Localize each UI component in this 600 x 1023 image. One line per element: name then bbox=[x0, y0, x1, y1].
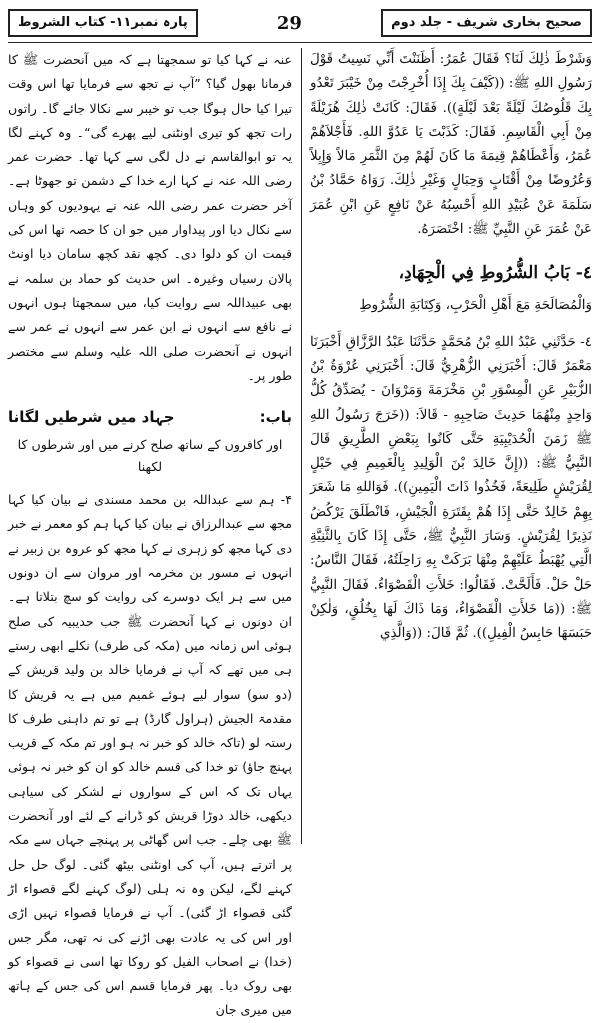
urdu-chapter-heading-row bbox=[8, 402, 292, 432]
arabic-chapter-heading: ٤- بَابُ الشُّرُوطِ فِي الْجِهَادِ، bbox=[398, 263, 592, 284]
urdu-chapter-heading: جہاد میں شرطیں لگانا bbox=[8, 408, 175, 427]
header-divider bbox=[8, 42, 592, 43]
arabic-paragraph-1: وَشَرْطَ ذٰلِكَ لَنَا؟ فَقَالَ عُمَرُ: أَظَنَنْتَ أَنِّي نَسِيتُ قَوْلَ رَسُولِ اللهِ ﷺ: ((كَيْفَ بِكَ إِذَا أُخْرِجْتَ مِنْ خَيْبَرَ تَعْدُو بِكَ قَلُوصُكَ لَيْلَةً بَعْدَ لَيْلَةٍ)). فَقَالَ: كَانَتْ ذٰلِكَ هُزَيْلَةً مِنْ أَبِي الْقَاسِمِ. فَقَالَ: كَذَبْتَ يَا عَدُوَّ اللهِ. فَأَجْلاَهُمْ عُمَرُ، وَأَعْطَاهُمْ قِيمَةَ مَا كَانَ لَهُمْ مِنَ الثَّمَرِ مَالاً وَإِبِلاً وَعُرُوضًا مِنْ أَقْتَابٍ وَحِبَالٍ وَغَيْرِ ذٰلِكَ. رَوَاهُ حَمَّادُ بْنُ سَلَمَةَ عَنْ عُبَيْدِ اللهِ أَحْسِبُهُ عَنْ نَافِعٍ عَنِ ابْنِ عُمَرَ عَنْ عُمَرَ عَنِ النَّبِيِّ ﷺ: اخْتَصَرَهُ. bbox=[310, 52, 592, 238]
page-number: 29 bbox=[276, 12, 302, 34]
urdu-chapter-label: باب: bbox=[259, 408, 292, 427]
page-header bbox=[8, 8, 592, 38]
urdu-paragraph-1: عنہ نے کہا کیا تو سمجھتا ہے کہ میں آنحضرت ﷺ کا فرمانا بھول گیا؟ ”آپ نے تجھ سے فرمایا تھا اس وقت تیرا کیا حال ہوگا جب تو خیبر سے نکالا جائے گا۔ راتوں رات تجھ کو تیری اونٹنی لیے پھرے گی“۔ وہ کہنے لگا یہ تو ابوالقاسم نے دل لگی سے کہا تھا۔ حضرت عمر رضی اللہ عنہ نے کہا ارے خدا کے دشمن تو جھوٹا ہے۔ آخر حضرت عمر رضی اللہ عنہ نے یہودیوں کو وہاں سے نکال دیا اور پیداوار میں جو ان کا حصہ تھا اس کی قیمت ان کو دلوا دی۔ کچھ نقد کچھ سامان دیا اونٹ پالان رسیاں وغیرہ۔ اس حدیث کو حماد بن سلمہ نے بھی عبیداللہ سے روایت کیا، میں سمجھتا ہوں انہوں نے نافع سے انہوں نے ابن عمر سے انہوں نے عمر سے انہوں نے آنحضرت صلی اللہ علیہ وسلم سے مختصر طور پر۔ bbox=[8, 52, 292, 383]
arabic-column bbox=[310, 48, 592, 844]
section-label: پارہ نمبر۱۱- کتاب الشروط bbox=[8, 9, 198, 37]
urdu-paragraph-2: ۴- ہم سے عبداللہ بن محمد مسندی نے بیان کیا کہا مجھ سے عبدالرزاق نے بیان کیا کہا ہم کو معمر نے خبر دی کہا مجھ کو زہری نے کہا مجھ کو عروہ بن زبیر نے انہوں نے مسور بن مخرمہ اور مروان سے ان دونوں میں سے ہر ایک دوسرے کی روایت کو سچ بتلاتا ہے۔ ان دونوں نے کہا آنحضرت ﷺ جب حدیبیہ کی صلح ہوئی اس زمانہ میں (مکہ کی طرف) نکلے ابھی رستے ہی میں تھے کہ آپ نے فرمایا خالد بن ولید قریش کے (دو سو) سوار لیے ہوئے غمیم میں ہے یہ قریش کا مقدمۃ الجیش (ہراول گارڈ) ہے تو تم داہنی طرف کا رستہ لو (تاکہ خالد کو خبر نہ ہو اور تم مکہ کے قریب پہنچ جاؤ) تو خدا کی قسم خالد کو ان کو خبر نہ ہوئی یہاں تک کہ اس کے سواروں نے لشکر کی سیاہی دیکھی، خالد دوڑا قریش کو ڈرانے کے لئے اور آنحضرت ﷺ بھی چلے۔ جب اس گھاٹی پر پہنچے جہاں سے مکہ پر اترتے ہیں، آپ کی اونٹنی بیٹھ گئی۔ لوگ حل حل کہنے لگے، لیکن وہ نہ ہلی (لوگ کہنے لگے قصواء اڑ گئی قصواء اڑ گئی)۔ آپ نے فرمایا قصواء نہیں اڑی اور اس کی یہ عادت بھی اڑنے کی نہ تھی، مگر جس (خدا) نے اصحاب الفیل کو روکا تھا اسی نے قصواء کو بھی روک دیا۔ پھر فرمایا قسم اس کی جس کے ہاتھ میں میری جان bbox=[8, 492, 292, 1018]
urdu-column bbox=[8, 48, 292, 1018]
arabic-chapter-subheading: وَالْمُصَالَحَةِ مَعَ أَهْلِ الْحَرْبِ، وَكِتَابَةِ الشُّرُوطِ bbox=[359, 298, 592, 314]
arabic-paragraph-2: ٤- حَدَّثَنِي عَبْدُ اللهِ بْنُ مُحَمَّدٍ حَدَّثَنَا عَبْدُ الرَّزَّاقِ أَخْبَرَنَا مَعْمَرٌ قَالَ: أَخْبَرَنِي الزُّهْرِيُّ قَالَ: أَخْبَرَنِي عُرْوَةُ بْنُ الزُّبَيْرِ عَنِ الْمِسْوَرِ بْنِ مَخْرَمَةَ وَمَرْوَانَ - يُصَدِّقُ كُلُّ وَاحِدٍ مِنْهُمَا حَدِيثَ صَاحِبِهِ - قَالاَ: ((خَرَجَ رَسُولُ اللهِ ﷺ زَمَنَ الْحُدَيْبِيَةِ حَتَّى كَانُوا بِبَعْضِ الطَّرِيقِ قَالَ النَّبِيُّ ﷺ: ((إِنَّ خَالِدَ بْنَ الْوَلِيدِ بِالْغَمِيمِ فِي خَيْلٍ لِقُرَيْشٍ طَلِيعَةً، فَخُذُوا ذَاتَ الْيَمِينِ)). فَوَاللهِ مَا شَعَرَ بِهِمْ خَالِدٌ حَتَّى إِذَا هُمْ بِقَتَرَةِ الْجَيْشِ، فَانْطَلَقَ يَرْكُضُ نَذِيرًا لِقُرَيْشٍ. وَسَارَ النَّبِيُّ ﷺ، حَتَّى إِذَا كَانَ بِالثَّنِيَّةِ الَّتِي يُهْبَطُ عَلَيْهِمْ مِنْهَا بَرَكَتْ بِهِ رَاحِلَتُهُ، فَقَالَ النَّاسُ: حَلْ حَلْ. فَأَلَحَّتْ. فَقَالُوا: خَلأَتِ الْقَصْوَاءُ. فَقَالَ النَّبِيُّ ﷺ: ((مَا خَلأَتِ الْقَصْوَاءُ، وَمَا ذَاكَ لَهَا بِخُلُقٍ، وَلٰكِنْ حَبَسَهَا حَابِسُ الْفِيلِ)). ثُمَّ قَالَ: ((وَالَّذِي bbox=[310, 334, 592, 642]
column-divider bbox=[301, 48, 302, 844]
urdu-chapter-subheading: اور کافروں کے ساتھ صلح کرنے میں اور شرطوں کا لکھنا bbox=[17, 437, 283, 475]
book-title: صحیح بخاری شریف - جلد دوم bbox=[381, 9, 592, 37]
page bbox=[8, 8, 592, 1018]
